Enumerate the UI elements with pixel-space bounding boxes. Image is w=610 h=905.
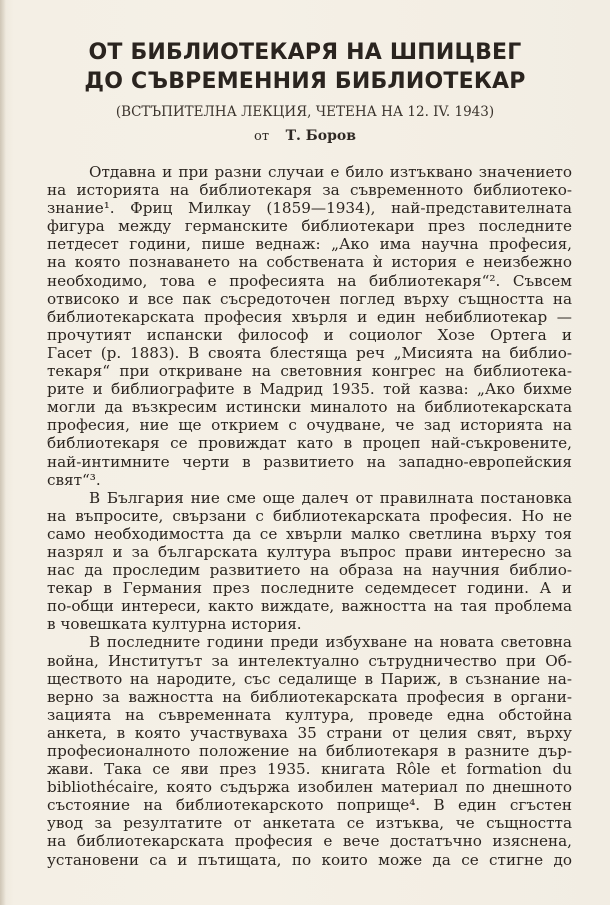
text-line: фигура между германските библиотекари през последните: [47, 217, 572, 236]
text-line: библиотекаря се провиждат като в процеп най-съкровените,: [47, 434, 572, 453]
text-line: на историята на библиотекаря за съвременното библиотеко-: [47, 181, 572, 200]
text-line: най-интимните черти в развитието на западно-европейския: [47, 452, 572, 471]
text-line: зацията на съвременната култура, проведе една обстойна: [47, 705, 572, 724]
text-line: петдесет години, пише веднаж: „Ако има научна професия,: [47, 235, 572, 254]
text-line: в човешката културна история.: [47, 615, 302, 634]
text-line: нас да проследим развитието на образа на научния библио-: [47, 561, 572, 580]
text-line: увод за резултатите от анкетата се изтъква, че същността: [47, 814, 572, 833]
text-line: отвисоко и все пак съсредоточен поглед върху същността на: [47, 289, 572, 308]
text-line: bibliothécaire, която съдържа изобилен материал по днешното: [47, 778, 572, 797]
paragraph-2: [47, 489, 572, 634]
title-line-2: ДО СЪВРЕМЕННИЯ БИБЛИОТЕКАР: [84, 69, 526, 94]
text-line: война, Институтът за интелектуално сътрудничество при Об-: [47, 651, 572, 670]
text-line: професия, ние ще открием с очудване, че зад историята на: [47, 416, 572, 435]
text-line: необходимо, това е професията на библиотекаря“². Съвсем: [47, 271, 572, 290]
text-line: Гасет (р. 1883). В своята блестяща реч „Мисията на библио-: [47, 343, 572, 362]
text-line: назрял и за българската култура въпрос прави интересно за: [47, 542, 572, 561]
byline: [0, 128, 610, 144]
text-line: В последните години преди избухване на новата световна: [89, 633, 572, 652]
text-line: жави. Така се яви през 1935. книгата Rôle et formation du: [47, 760, 572, 779]
text-line: по-общи интереси, както виждате, важността на тая проблема: [47, 597, 572, 616]
byline-prefix: от: [254, 129, 270, 144]
text-line: прочутият испански философ и социолог Хозе Ортега и: [47, 325, 572, 344]
text-line: професионалното положение на библиотекаря в разните дър-: [47, 742, 572, 760]
text-line: на библиотекарската професия е вече достатъчно изяснена,: [47, 832, 572, 851]
text-line: анкета, в която участвуваха 35 страни от целия свят, върху: [47, 723, 572, 742]
subtitle: (ВСТЪПИТЕЛНА ЛЕКЦИЯ, ЧЕТЕНА НА 12. IV. 1943): [115, 104, 495, 120]
text-line: текар в Германия през последните седемдесет години. А и: [47, 579, 572, 598]
text-line: рите и библиографите в Мадрид 1935. той казва: „Ако бихме: [47, 380, 572, 399]
body-text: [47, 163, 572, 869]
text-line: библиотекарската професия хвърля и един небиблиотекар —: [47, 307, 572, 326]
title-line-1: ОТ БИБЛИОТЕКАРЯ НА ШПИЦВЕГ: [88, 40, 522, 65]
text-line: знание¹. Фриц Милкау (1859—1934), най-представителната: [47, 199, 572, 218]
text-line: верно за важността на библиотекарската професия в органи-: [47, 687, 572, 706]
text-line: В България ние сме още далеч от правилната постановка: [89, 488, 572, 507]
author-name: Т. Боров: [285, 128, 356, 144]
paragraph-3: [47, 633, 572, 868]
text-line: могли да възкресим истински миналото на библиотекарската: [47, 398, 572, 417]
byline-spacer: [273, 129, 281, 144]
text-line: установени са и пътищата, по които може да се стигне до: [47, 850, 572, 869]
text-line: на която познаването на собствената ѝ история е неизбежно: [47, 253, 572, 272]
text-line: Отдавна и при разни случаи е било изтъквано значението: [89, 163, 572, 181]
text-line: текаря“ при откриване на световния конгрес на библиотека-: [47, 362, 572, 381]
text-line: състояние на библиотекарското поприще⁴. В един сгъстен: [47, 796, 572, 815]
paragraph-1: [47, 163, 572, 489]
text-line: ществото на народите, със седалище в Париж, в съзнание на-: [47, 669, 572, 688]
text-line: само необходимостта да се хвърли малко светлина върху тоя: [47, 524, 572, 543]
text-line: свят“³.: [47, 470, 101, 489]
text-line: на въпросите, свързани с библиотекарската професия. Но не: [47, 506, 572, 525]
